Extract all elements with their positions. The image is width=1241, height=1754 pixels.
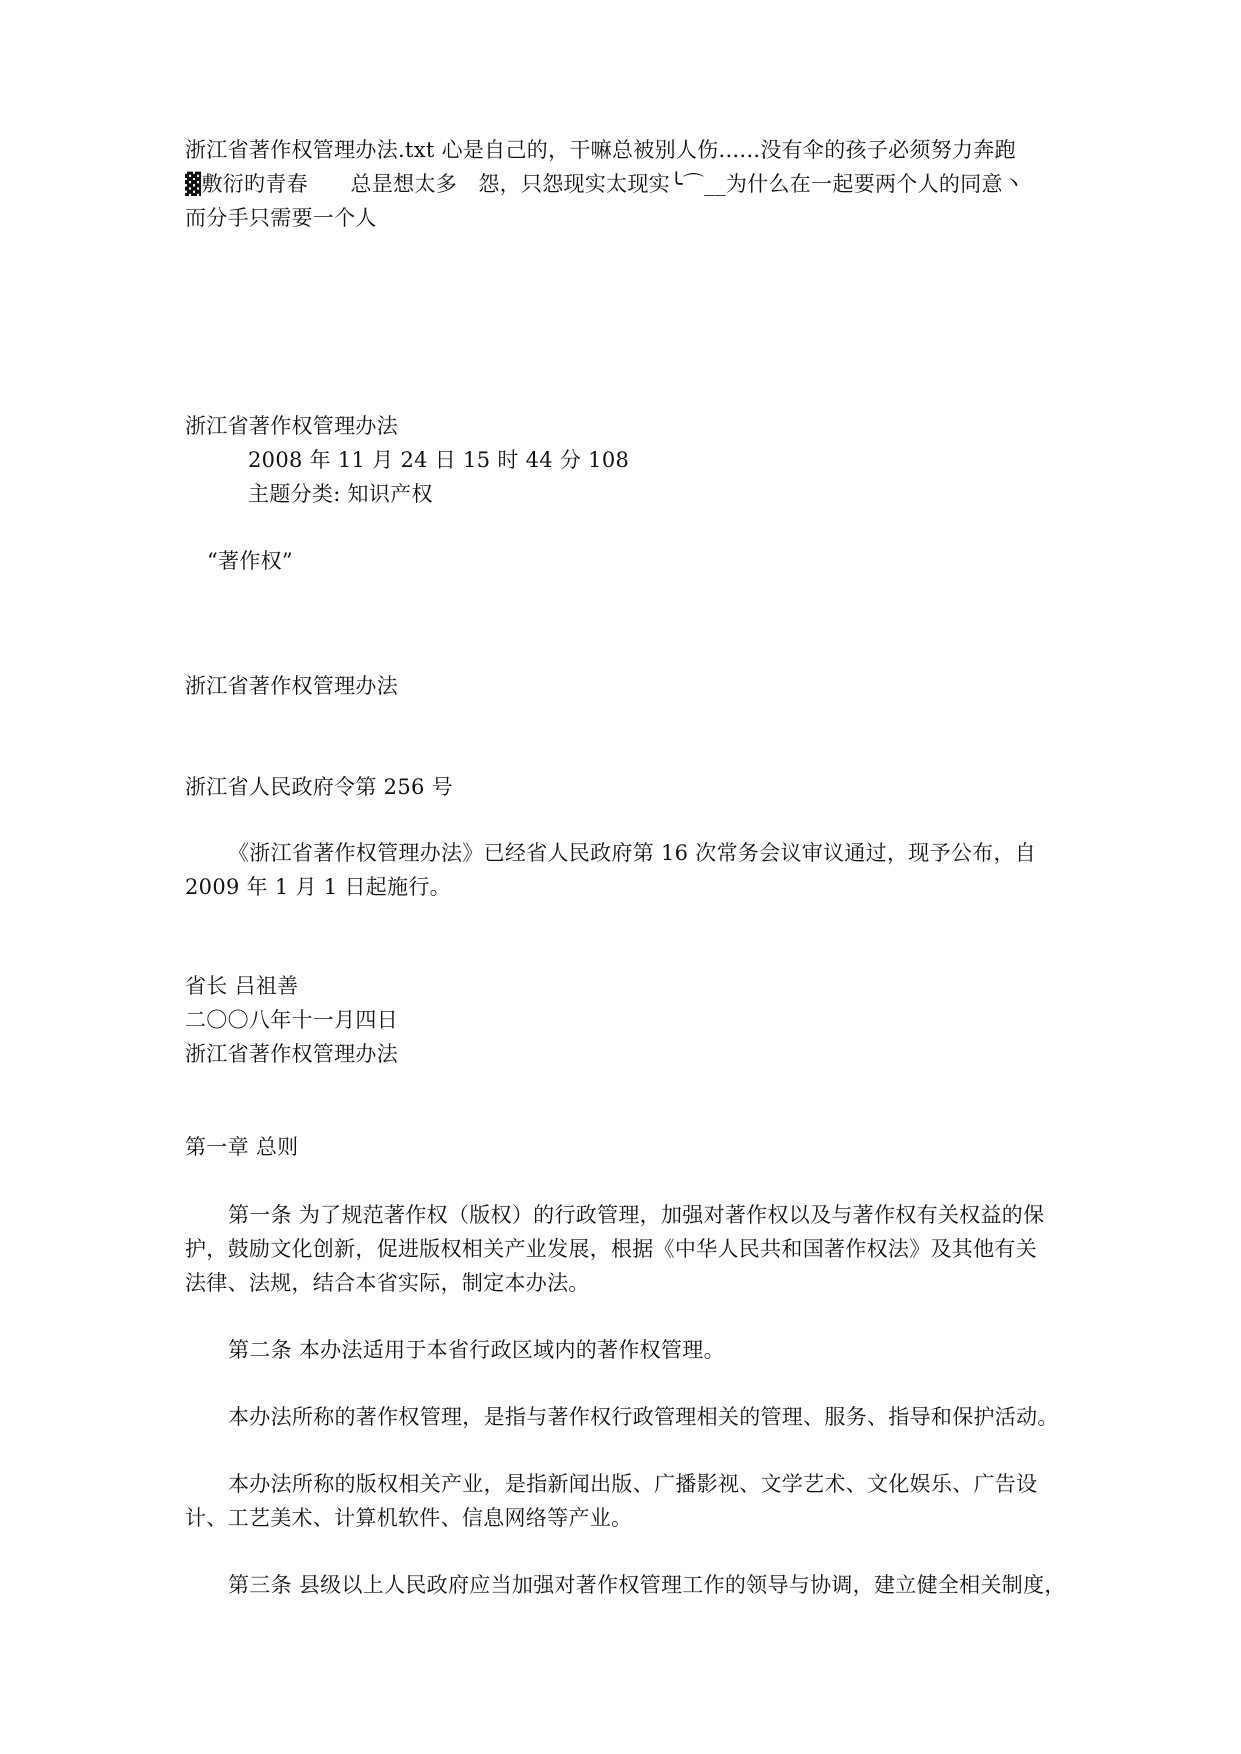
decree-number: 浙江省人民政府令第 256 号 — [185, 775, 453, 799]
article-2-paragraph-3-line-1: 本办法所称的版权相关产业，是指新闻出版、广播影视、文学艺术、文化娱乐、广告设 — [228, 1472, 1038, 1496]
article-1-line-3: 法律、法规，结合本省实际，制定本办法。 — [185, 1271, 590, 1295]
article-2-paragraph-3-line-2: 计、工艺美术、计算机软件、信息网络等产业。 — [185, 1506, 633, 1530]
signing-date: 二〇〇八年十一月四日 — [185, 1008, 398, 1032]
regulation-title: 浙江省著作权管理办法 — [185, 674, 398, 698]
chapter-heading: 第一章 总则 — [185, 1135, 299, 1159]
doc-category: 主题分类: 知识产权 — [248, 482, 433, 506]
doc-date: 2008 年 11 月 24 日 15 时 44 分 108 — [248, 448, 630, 472]
article-1-line-2: 护，鼓励文化创新，促进版权相关产业发展，根据《中华人民共和国著作权法》及其他有关 — [185, 1237, 1037, 1261]
article-2: 第二条 本办法适用于本省行政区域内的著作权管理。 — [228, 1338, 725, 1362]
header-line-3: 而分手只需要一个人 — [185, 206, 377, 230]
doc-keyword: “著作权” — [207, 549, 293, 573]
header-line-2: ▓敷衍旳青春 总昰想太多 怨，只怨现实太现实╰⌒__为什么在一起要两个人的同意丶 — [185, 172, 1025, 196]
article-3-line-1: 第三条 县级以上人民政府应当加强对著作权管理工作的领导与协调，建立健全相关制度， — [228, 1573, 1066, 1597]
doc-title: 浙江省著作权管理办法 — [185, 414, 398, 438]
promulgation-line-2: 2009 年 1 月 1 日起施行。 — [185, 875, 451, 899]
header-line-1: 浙江省著作权管理办法.txt 心是自己的，干嘛总被别人伤......没有伞的孩子必须努力奔跑 — [185, 138, 1016, 162]
governor-signature: 省长 吕祖善 — [185, 974, 299, 998]
article-1-line-1: 第一条 为了规范著作权（版权）的行政管理，加强对著作权以及与著作权有关权益的保 — [228, 1203, 1045, 1227]
article-2-paragraph-2: 本办法所称的著作权管理，是指与著作权行政管理相关的管理、服务、指导和保护活动。 — [228, 1405, 1059, 1429]
promulgation-line-1: 《浙江省著作权管理办法》已经省人民政府第 16 次常务会议审议通过，现予公布，自 — [228, 841, 1037, 865]
regulation-title-repeat: 浙江省著作权管理办法 — [185, 1042, 398, 1066]
